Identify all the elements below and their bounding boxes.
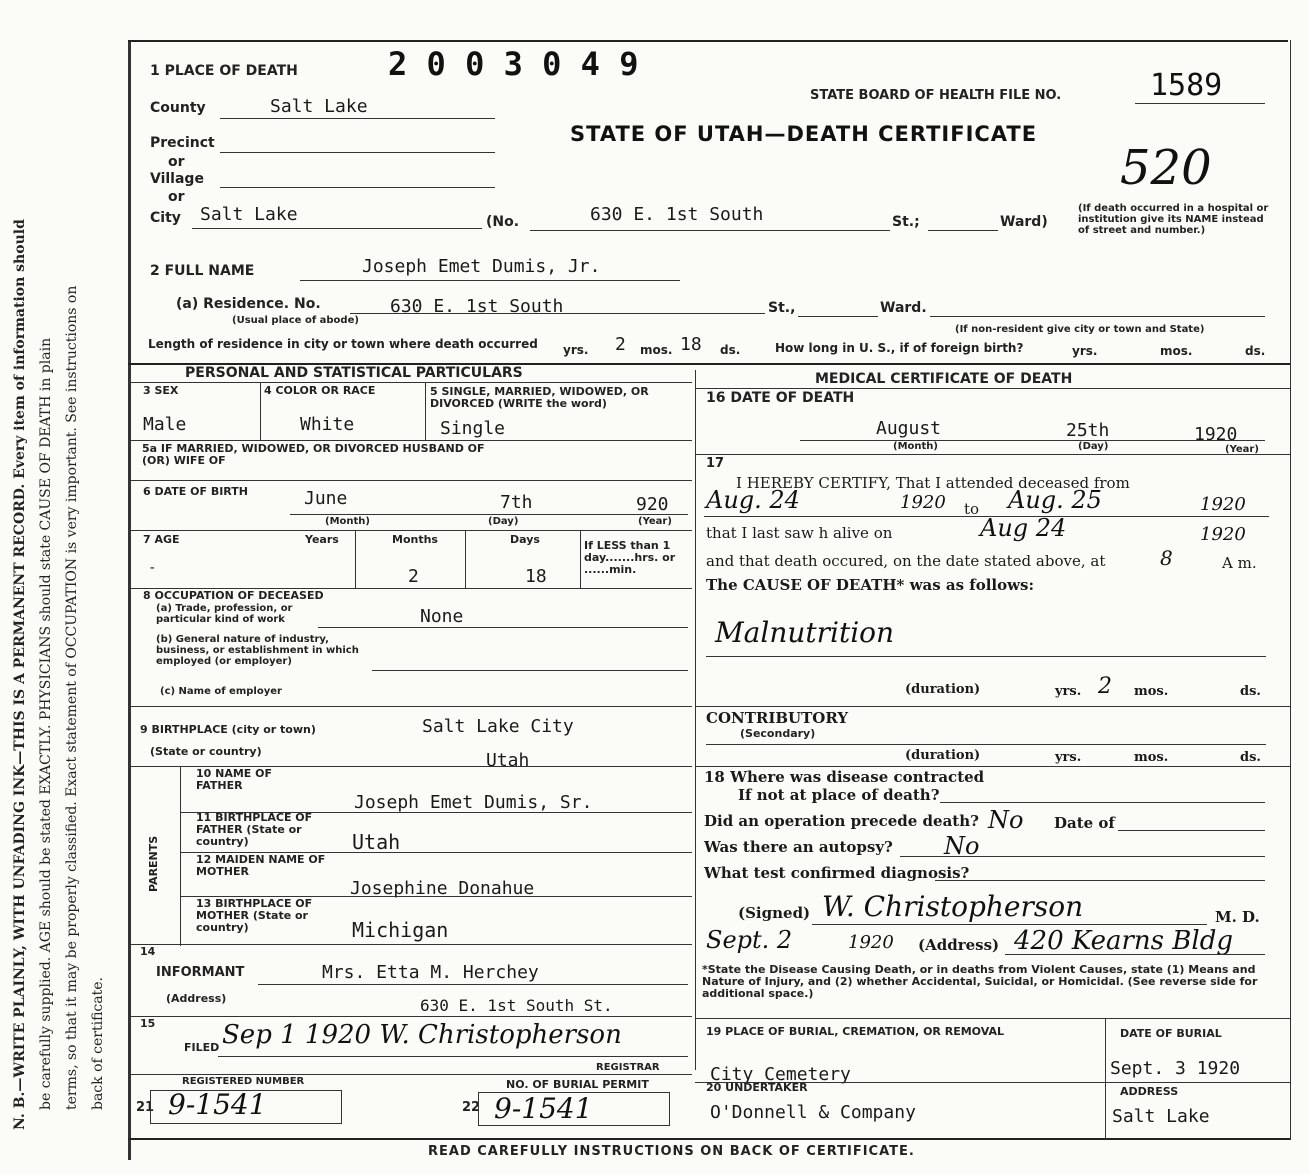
- street-value: 630 E. 1st South: [590, 204, 764, 225]
- undertaker-address: Salt Lake: [1112, 1106, 1210, 1127]
- operation-answer: No: [988, 806, 1024, 834]
- father-name: Joseph Emet Dumis, Sr.: [354, 792, 593, 813]
- attended-from: Aug. 24: [706, 486, 800, 514]
- certificate-number: 2 0 0 3 0 4 9: [388, 45, 639, 83]
- burial-permit-number: 9-1541: [494, 1092, 593, 1125]
- hospital-note: (If death occurred in a hospital or institution give its NAME instead of street and number.): [1078, 203, 1269, 236]
- medical-header: MEDICAL CERTIFICATE OF DEATH: [815, 371, 1073, 387]
- certify-text: I HEREBY CERTIFY, That I attended deceased from: [736, 474, 1130, 492]
- occupation-value: None: [420, 606, 464, 627]
- death-certificate: N. B.—WRITE PLAINLY, WITH UNFADING INK—THIS IS A PERMANENT RECORD. Every item of information should be carefully supplied. AGE should be stated EXACTLY. PHYSICIANS should state CAUSE OF DEATH in plain terms, so that it may be properly classified. Exact statement of OCCUPATION is very important. See instructions on back of certificate. 1 PLACE OF DEATH 2 0 0 3 0 4 9 STATE BOARD OF HEALTH FILE NO. 1589 STATE OF UTAH—DEATH CERTIFICATE 520 (If death occurred in a hospital or institution give its NAME instead of street and number.) County Salt Lake Precinct or Village or City Salt Lake (No. 630 E. 1st South St.; Ward) 2 FULL NAME Joseph Emet Dumis, Jr. (a) Residence. No. 630 E. 1st South (Usual place of abode) St., Ward. (If non-resident give city or town and State) Length of residence in city or town where death occurred yrs. 2 mos. 18 ds. How long in U. S., if of foreign birth? yrs. mos. ds. PERSONAL AND STATISTICAL PARTICULARS 3 SEX 4 COLOR OR RACE 5 SINGLE, MARRIED, WIDOWED, OR DIVORCED (WRITE the word) Male White Single 5a IF MARRIED, WIDOWED, OR DIVORCED HUSBAND OF (OR) WIFE OF 6 DATE OF BIRTH June 7th 920 (Month) (Day) (Year) 7 AGE Years Months Days If LESS than 1 day.......hrs. or ......min. - 2 18 8 OCCUPATION OF DECEASED (a) Trade, profession, or particular kind of work None (b) General nature of industry, business, or establishment in which employed (or employer) (c) Name of employer 9 BIRTHPLACE (city or town) Salt Lake City (State or country) Utah PARENTS 10 NAME OF FATHER Joseph Emet Dumis, Sr. 11 BIRTHPLACE OF FATHER (State or country) Utah 12 MAIDEN NAME OF MOTHER Josephine Donahue 13 BIRTHPLACE OF MOTHER (State or country) Michigan 14 INFORMANT Mrs. Etta M. Herchey (Address) 630 E. 1st South St. 15 FILED Sep 1 1920 W. Christopherson REGISTRAR REGISTERED NUMBER NO. OF BURIAL PERMIT 21 9-1541 22 9-1541 MEDICAL CERTIFICATE OF DEATH 16 DATE OF DEATH August 25th 1920 (Month) (Day) (Year) 17 I HEREBY CERTIFY, That I attended deceased from Aug. 24 1920 to Aug. 25 1920 that I last saw h alive on Aug 24 1920 and that death occured, on the date stated above, at 8 A m. The CAUSE OF DEATH* was as follows: Malnutrition (duration) yrs. 2 mos. ds. CONTRIBUTORY (Secondary) (duration) yrs. mos. ds. 18 Where was disease contracted If not at place of death? Did an operation precede death? No Date of Was there an autopsy? No What test confirmed diagnosis? (Signed) W. Christopherson M. D. Sept. 2 1920 (Address) 420 Kearns Bldg *State the Disease Causing Death, or in deaths from Violent Causes, state (1) Means and Nature of Injury, and (2) whether Accidental, Suicidal, or Homicidal. (See reverse side for additional space.) 19 PLACE OF BURIAL, CREMATION, OR REMOVAL DATE OF BURIAL City Cemetery Sept. 3 1920 20 UNDERTAKER ADDRESS O'Donnell & Company Salt Lake READ CAREFULLY INSTRUCTIONS ON BACK OF CERTIFICATE.: [0, 0, 1309, 1174]
- sidebar-line-4: back of certificate.: [90, 977, 106, 1110]
- precinct-label: Precinct: [150, 135, 215, 151]
- parents-label: PARENTS: [147, 835, 160, 892]
- village-label: Village: [150, 171, 204, 187]
- cause-footnote: *State the Disease Causing Death, or in deaths from Violent Causes, state (1) Means and Nature of Injury, and (2) whether Accidental, Suicidal, or Homicidal. (See reverse side for additional space.): [702, 963, 1258, 1000]
- handwritten-annotation: 520: [1120, 140, 1212, 196]
- burial-date: Sept. 3 1920: [1110, 1058, 1241, 1079]
- dod-month: August: [876, 418, 942, 439]
- undertaker-name: O'Donnell & Company: [710, 1102, 916, 1123]
- footer-instructions: READ CAREFULLY INSTRUCTIONS ON BACK OF CERTIFICATE.: [428, 1144, 915, 1159]
- physician-signature: W. Christopherson: [822, 890, 1084, 923]
- personal-header: PERSONAL AND STATISTICAL PARTICULARS: [185, 365, 523, 381]
- age-years: -: [148, 560, 157, 576]
- length-of-residence-label: Length of residence in city or town where death occurred: [148, 337, 538, 351]
- spouse-label: 5a IF MARRIED, WIDOWED, OR DIVORCED HUSBAND OF (OR) WIFE OF: [142, 442, 485, 467]
- marital-value: Single: [440, 418, 506, 439]
- last-saw-date: Aug 24: [980, 514, 1067, 542]
- cause-label: The CAUSE OF DEATH* was as follows:: [706, 576, 1035, 594]
- dod-year: 1920: [1194, 424, 1238, 445]
- city-value: Salt Lake: [200, 204, 298, 225]
- residence-days: 18: [680, 334, 702, 355]
- mother-birthplace: Michigan: [352, 918, 449, 942]
- residence-months: 2: [615, 334, 626, 355]
- full-name-value: Joseph Emet Dumis, Jr.: [362, 256, 601, 277]
- sex-value: Male: [143, 414, 187, 435]
- occurred-text: and that death occured, on the date stated above, at: [706, 552, 1106, 570]
- mother-name: Josephine Donahue: [350, 878, 535, 899]
- birthplace-state: Utah: [486, 750, 530, 771]
- death-hour: 8: [1160, 546, 1173, 570]
- cause-of-death: Malnutrition: [715, 616, 895, 649]
- contributory-label: CONTRIBUTORY: [706, 709, 849, 727]
- foreign-birth-label: How long in U. S., if of foreign birth?: [775, 341, 1024, 355]
- sidebar-line-2: be carefully supplied. AGE should be stated EXACTLY. PHYSICIANS should state CAUSE OF DEATH in plain: [38, 337, 54, 1110]
- county-label: County: [150, 100, 206, 116]
- county-value: Salt Lake: [270, 96, 368, 117]
- sidebar-line-1: N. B.—WRITE PLAINLY, WITH UNFADING INK—THIS IS A PERMANENT RECORD. Every item of information should: [12, 219, 28, 1130]
- filed-label: FILED: [184, 1041, 220, 1054]
- informant-name: Mrs. Etta M. Herchey: [322, 962, 539, 983]
- last-saw-text: that I last saw h alive on: [706, 524, 893, 542]
- state-file-number: 1589: [1150, 68, 1223, 103]
- informant-address: 630 E. 1st South St.: [420, 996, 613, 1015]
- certificate-title: STATE OF UTAH—DEATH CERTIFICATE: [570, 122, 1038, 146]
- street-number-label: (No.: [486, 214, 520, 230]
- age-days: 18: [525, 566, 547, 587]
- dob-month: June: [304, 488, 348, 509]
- filed-value: Sep 1 1920 W. Christopherson: [222, 1020, 622, 1050]
- residence-label: (a) Residence. No.: [176, 296, 321, 312]
- place-of-death-label: 1 PLACE OF DEATH: [150, 63, 298, 79]
- autopsy-answer: No: [944, 832, 980, 860]
- signed-date: Sept. 2: [706, 926, 793, 954]
- residence-value: 630 E. 1st South: [390, 296, 564, 317]
- registered-number: 9-1541: [168, 1088, 267, 1121]
- race-value: White: [300, 414, 355, 435]
- burial-place: City Cemetery: [710, 1064, 851, 1085]
- informant-label: INFORMANT: [156, 965, 245, 980]
- father-birthplace: Utah: [352, 830, 401, 854]
- sidebar-line-3: terms, so that it may be properly classified. Exact statement of OCCUPATION is very important. See instructions on: [64, 285, 80, 1110]
- duration-months: 2: [1098, 674, 1112, 699]
- full-name-label: 2 FULL NAME: [150, 263, 255, 279]
- age-months: 2: [408, 566, 419, 587]
- column-divider: [695, 370, 696, 1070]
- right-border: [1290, 40, 1291, 1140]
- birthplace-city: Salt Lake City: [422, 716, 574, 737]
- physician-address: 420 Kearns Bldg: [1014, 926, 1233, 956]
- dod-day: 25th: [1066, 420, 1110, 441]
- attended-to: Aug. 25: [1008, 486, 1102, 514]
- city-label: City: [150, 210, 181, 226]
- state-file-label: STATE BOARD OF HEALTH FILE NO.: [810, 88, 1062, 103]
- dob-day: 7th: [500, 492, 533, 513]
- dob-year: 920: [636, 494, 669, 515]
- top-border: [128, 40, 1288, 42]
- left-border: [128, 40, 131, 1160]
